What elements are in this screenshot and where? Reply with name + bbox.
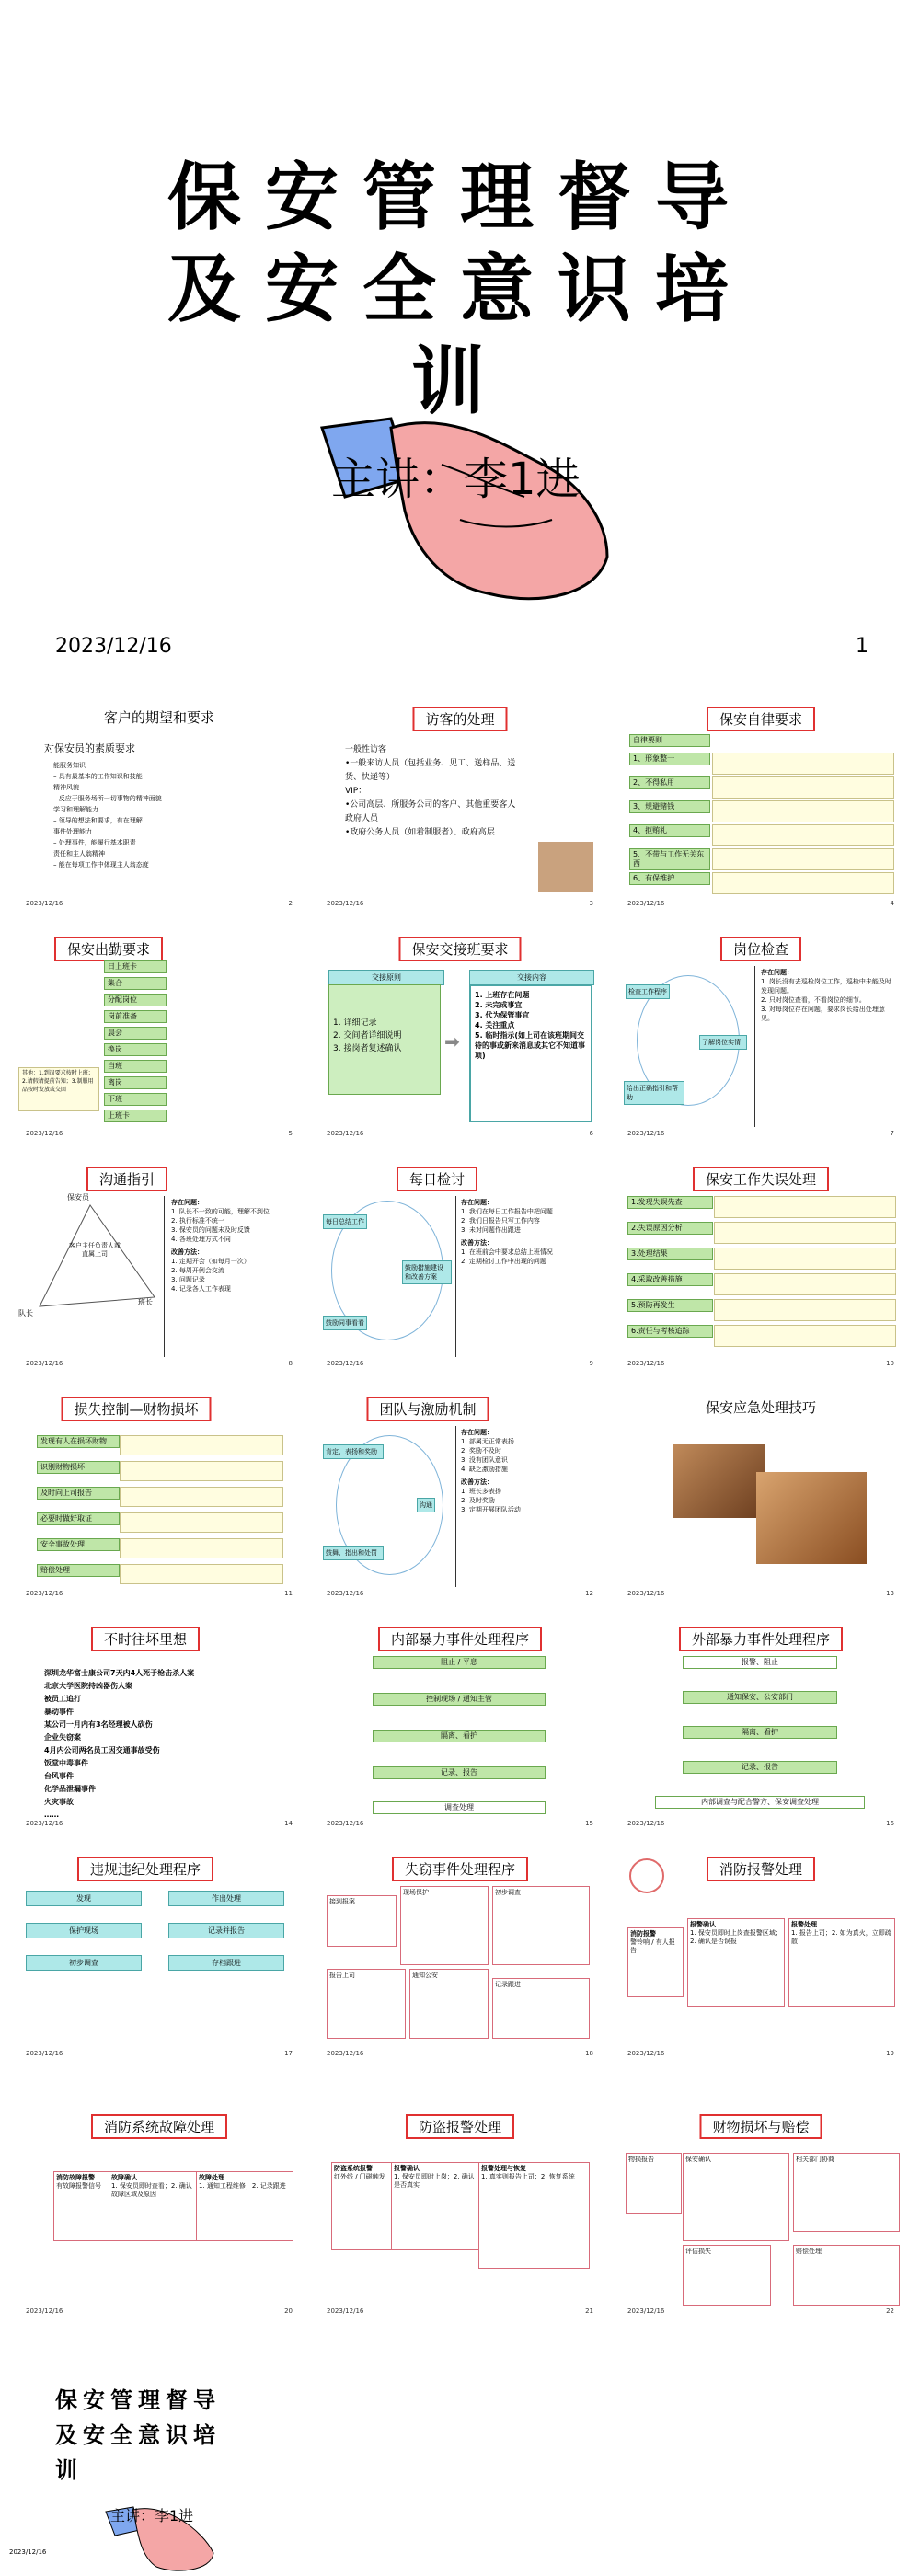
slide-number: 15 bbox=[585, 1820, 593, 1827]
step-detail bbox=[714, 1248, 896, 1270]
slide-date: 2023/12/16 bbox=[627, 2307, 665, 2315]
process-step: 3.处理结果 bbox=[627, 1248, 713, 1260]
process-step: 报警、阻止 bbox=[683, 1656, 837, 1669]
slide-loss-control[interactable] bbox=[17, 1389, 302, 1601]
alarm-column: 报警确认 1. 保安员即时上岗；2. 确认是否真实 bbox=[391, 2162, 479, 2250]
slide-number: 12 bbox=[585, 1590, 593, 1597]
slide-number: 3 bbox=[589, 900, 593, 907]
process-step: 阻止 / 平息 bbox=[373, 1656, 546, 1669]
slide-property-damage[interactable] bbox=[618, 2107, 903, 2318]
slide-emergency-skills[interactable] bbox=[618, 1389, 903, 1601]
slide-title: 保安应急处理技巧 bbox=[695, 1397, 827, 1418]
process-step: 相关部门协商 bbox=[793, 2153, 900, 2232]
slide-date: 2023/12/16 bbox=[26, 1130, 63, 1137]
slide-title: 保安工作失误处理 bbox=[693, 1167, 829, 1191]
slide-theft-handling[interactable] bbox=[317, 1849, 603, 2061]
slide-shift-handover[interactable] bbox=[317, 929, 603, 1141]
process-step: 初步调查 bbox=[492, 1886, 590, 1965]
problem-list: 存在问题： 1. 我们在每日工作报告中把问题 2. 我们日报告只写工作内容 3. 未对问题作出跟进 改善方法： 1. 在班前会中要求总结上班情况 2. 定期检讨工作中出现的问题 bbox=[461, 1199, 553, 1265]
process-step: 通知保安、公安部门 bbox=[683, 1691, 837, 1704]
step-detail bbox=[120, 1564, 283, 1584]
process-step: 控制现场 / 通知主管 bbox=[373, 1693, 546, 1706]
slide-number: 10 bbox=[886, 1360, 894, 1367]
slide-title: 不时往坏里想 bbox=[91, 1627, 200, 1651]
step-detail bbox=[714, 1273, 896, 1295]
rule-item: 3、规避赌钱 bbox=[629, 800, 710, 813]
hands-photo bbox=[673, 1444, 765, 1518]
step-detail bbox=[714, 1325, 896, 1347]
process-step: 1.发现失误先查 bbox=[627, 1196, 713, 1209]
process-step: 评估损失 bbox=[683, 2245, 771, 2306]
alarm-column: 防盗系统报警 红外线 / 门磁触发 bbox=[331, 2162, 392, 2250]
slide-daily-review[interactable] bbox=[317, 1159, 603, 1371]
slide-title: 沟通指引 bbox=[86, 1167, 167, 1191]
slide-number: 19 bbox=[886, 2050, 894, 2057]
process-step: 及时向上司报告 bbox=[37, 1487, 120, 1500]
key-photo bbox=[756, 1472, 867, 1564]
slide-title: 外部暴力事件处理程序 bbox=[679, 1627, 843, 1651]
slide-title: 客户的期望和要求 bbox=[93, 707, 225, 728]
rule-detail bbox=[712, 848, 894, 870]
divider bbox=[164, 1196, 165, 1357]
incident-list: 深圳龙华富士康公司7天内4人死于枪击杀人案 北京大学医院持凶器伤人案 被员工追打 暴动事件 某公司一月内有3名经理被人砍伤 企业失窃案 4月内公司两名员工因交通事故受伤 饭堂中毒事件 台风事件 化学品泄漏事件 火灾事故 …… bbox=[44, 1669, 195, 1819]
process-step: 初步调查 bbox=[26, 1955, 142, 1971]
slide-self-discipline[interactable] bbox=[618, 699, 903, 911]
slide-fire-system-fault[interactable] bbox=[17, 2107, 302, 2318]
problem-list: 存在问题： 1. 岗长没有去巡检岗位工作，巡检中未能及时发现问题。 2. 只对岗位查看，不看岗位的细节。 3. 对每岗位存在问题，要求岗长给出处理意见。 bbox=[761, 969, 891, 1022]
slide-title: 防盗报警处理 bbox=[406, 2114, 514, 2139]
slide-number: 2 bbox=[288, 900, 293, 907]
rule-detail bbox=[712, 776, 894, 799]
slide-title: 访客的处理 bbox=[412, 707, 507, 731]
process-step: 隔离、看护 bbox=[683, 1726, 837, 1739]
divider bbox=[455, 1196, 456, 1357]
slide-date: 2023/12/16 bbox=[26, 2307, 63, 2315]
process-step: 作出处理 bbox=[168, 1891, 284, 1906]
process-step: 6.责任与考核追踪 bbox=[627, 1325, 713, 1338]
rule-detail bbox=[712, 872, 894, 894]
process-step: 保护现场 bbox=[26, 1923, 142, 1938]
slide-customer-expectations[interactable] bbox=[17, 699, 302, 911]
step-detail bbox=[714, 1222, 896, 1244]
alarm-column: 报警处理 1. 报告上司；2. 如为真火，立即疏散 bbox=[788, 1918, 895, 2007]
slide-title: 内部暴力事件处理程序 bbox=[378, 1627, 542, 1651]
slide-title: 团队与激励机制 bbox=[366, 1397, 489, 1421]
handover-content-header: 交接内容 bbox=[469, 970, 594, 985]
slide-title: 每日检讨 bbox=[397, 1167, 477, 1191]
rule-item: 2、不得私用 bbox=[629, 776, 710, 789]
problem-list: 存在问题： 1. 队长不一致的可能，理解不到位 2. 执行标准不统一 3. 保安员的问题未及时反馈 4. 各班处理方式不同 改善方法： 1. 定期开会（如每月一次） 2. 每周开例会交流 3. 问题记录 4. 记录各人工作表现 bbox=[171, 1199, 270, 1293]
cycle-node: 了解岗位实情 bbox=[699, 1035, 747, 1050]
rule-detail bbox=[712, 800, 894, 822]
triangle-node: 保安员 bbox=[67, 1193, 89, 1202]
slide-date: 2023/12/16 bbox=[627, 900, 665, 907]
slide-number: 1 bbox=[856, 635, 868, 658]
slide-date: 2023/12/16 bbox=[26, 1590, 63, 1597]
process-step: 物损报告 bbox=[626, 2153, 682, 2214]
process-step: 5.预防再发生 bbox=[627, 1299, 713, 1312]
step-detail bbox=[120, 1487, 283, 1507]
process-step: 隔离、看护 bbox=[373, 1730, 546, 1742]
cycle-node: 每日总结工作 bbox=[323, 1214, 367, 1229]
slide-number: 13 bbox=[886, 1590, 894, 1597]
process-step: 4.采取改善措施 bbox=[627, 1273, 713, 1286]
process-step: 内部调查与配合警方、保安调查处理 bbox=[655, 1796, 865, 1809]
step-detail bbox=[120, 1461, 283, 1481]
slide-date: 2023/12/16 bbox=[627, 1820, 665, 1827]
slide-number: 7 bbox=[890, 1130, 894, 1137]
slide-number: 5 bbox=[288, 1130, 293, 1137]
ending-date: 2023/12/16 bbox=[9, 2548, 47, 2556]
process-step: 保安确认 bbox=[683, 2153, 789, 2241]
slide-burglar-alarm[interactable] bbox=[317, 2107, 603, 2318]
alarm-column: 报警处理与恢复 1. 真实则报告上司；2. 恢复系统 bbox=[478, 2162, 590, 2269]
slide-date: 2023/12/16 bbox=[327, 2050, 364, 2057]
arrow-right-icon: ➡ bbox=[444, 1030, 460, 1052]
step-detail bbox=[120, 1435, 283, 1455]
process-step: 记录、报告 bbox=[683, 1761, 837, 1774]
slide-number: 14 bbox=[284, 1820, 293, 1827]
slide-number: 4 bbox=[890, 900, 894, 907]
alarm-column: 消防报警 警铃响 / 有人报告 bbox=[627, 1927, 684, 1997]
slide-date: 2023/12/16 bbox=[55, 635, 172, 658]
fault-column: 故障处理 1. 通知工程维修；2. 记录跟进 bbox=[196, 2171, 293, 2241]
slide-number: 21 bbox=[585, 2307, 593, 2315]
slide-date: 2023/12/16 bbox=[627, 2050, 665, 2057]
process-step: 赔偿处理 bbox=[37, 1564, 120, 1577]
step-detail bbox=[120, 1538, 283, 1558]
slide-number: 6 bbox=[589, 1130, 593, 1137]
slide-number: 16 bbox=[886, 1820, 894, 1827]
slide-date: 2023/12/16 bbox=[627, 1590, 665, 1597]
slide-title: 失窃事件处理程序 bbox=[392, 1857, 528, 1881]
slide-title: 保安交接班要求 bbox=[398, 937, 521, 961]
slide-heading: 对保安员的素质要求 bbox=[44, 742, 135, 754]
title-slide bbox=[0, 0, 920, 681]
cycle-node: 鼓舞、指出和处罚 bbox=[323, 1546, 384, 1560]
rule-detail bbox=[712, 824, 894, 846]
triangle-node: 班长 bbox=[138, 1298, 153, 1306]
slide-date: 2023/12/16 bbox=[327, 900, 364, 907]
process-step: 调查处理 bbox=[373, 1801, 546, 1814]
slide-date: 2023/12/16 bbox=[327, 1590, 364, 1597]
process-step: 发现 bbox=[26, 1891, 142, 1906]
slide-date: 2023/12/16 bbox=[327, 1130, 364, 1137]
rule-item: 4、拒贿礼 bbox=[629, 824, 710, 837]
problem-list: 存在问题： 1. 部属无正常表扬 2. 奖励不及时 3. 没有团队意识 4. 缺乏激励措施 改善方法： 1. 班长多表扬 2. 及时奖励 3. 定期开展团队活动 bbox=[461, 1429, 521, 1513]
cycle-node: 鼓励措施建设和改善方案 bbox=[402, 1260, 452, 1284]
step-detail bbox=[120, 1512, 283, 1533]
slide-error-handling[interactable] bbox=[618, 1159, 903, 1371]
slide-number: 8 bbox=[288, 1360, 293, 1367]
process-step: 识别财物损坏 bbox=[37, 1461, 120, 1474]
slide-date: 2023/12/16 bbox=[327, 1820, 364, 1827]
slide-title: 消防系统故障处理 bbox=[91, 2114, 227, 2139]
slide-date: 2023/12/16 bbox=[627, 1360, 665, 1367]
rule-item: 6、有保维护 bbox=[629, 872, 710, 885]
ending-title: 保安管理督导及安全意识培训 bbox=[55, 2387, 221, 2483]
slide-communication[interactable] bbox=[17, 1159, 302, 1371]
process-step: 2.失误原因分析 bbox=[627, 1222, 713, 1235]
slide-date: 2023/12/16 bbox=[327, 1360, 364, 1367]
process-step: 存档跟进 bbox=[168, 1955, 284, 1971]
alarm-column: 报警确认 1. 保安员即时上岗查报警区域；2. 确认是否误报 bbox=[687, 1918, 785, 2007]
attendance-note: 其他：1.到岗要求按时上班；2.请假请提前告知；3.制服用品按时发放或交回 bbox=[18, 1067, 99, 1111]
slide-worst-case[interactable] bbox=[17, 1619, 302, 1831]
attendance-list: 日上班卡 集合 分配岗位 岗前准备 晨会 换岗 当班 离岗 下班 上班卡 bbox=[104, 960, 293, 1126]
cycle-node: 沟通 bbox=[417, 1498, 435, 1512]
slide-title: 损失控制—财物损坏 bbox=[61, 1397, 211, 1421]
slide-date: 2023/12/16 bbox=[327, 2307, 364, 2315]
fault-column: 消防故障报警 有故障报警信号 bbox=[53, 2171, 109, 2241]
slide-title: 保安出勤要求 bbox=[54, 937, 163, 961]
slide-visitor-handling[interactable] bbox=[317, 699, 603, 911]
rule-detail bbox=[712, 753, 894, 775]
rule-item: 5、不带与工作无关东西 bbox=[629, 848, 710, 870]
process-step: 记录、报告 bbox=[373, 1766, 546, 1779]
slide-fire-alarm[interactable] bbox=[618, 1849, 903, 2061]
process-step: 发现有人在损坏财物 bbox=[37, 1435, 120, 1448]
slide-body: 能服务知识 – 具有最基本的工作知识和技能 精神风貌 – 反应于服务场所一切事物的精神面貌 学习和理解能力 – 领导的想法和要求，有在理解 事件处理能力 – 处理事件，能履行基本职责 责任和主人翁精神 – 能在每项工作中体现主人翁态度 bbox=[53, 762, 162, 868]
rules-header: 自律要则 bbox=[629, 734, 710, 747]
slide-body: 一般性访客 •一般来访人员（包括业务、见工、送样品、送货、快递等） VIP： •公司高层、所服务公司的客户、其他重要客人 政府人员 •政府公务人员（如着制服者）、政府高层 bbox=[345, 745, 516, 837]
cycle-node: 肯定、表扬和奖励 bbox=[323, 1444, 384, 1459]
slide-title: 违规违纪处理程序 bbox=[77, 1857, 213, 1881]
cycle-node: 给出正确指引和帮助 bbox=[624, 1081, 684, 1105]
divider bbox=[455, 1426, 456, 1587]
reception-photo bbox=[538, 842, 593, 892]
cycle-node: 鼓励同事看看 bbox=[323, 1316, 367, 1330]
slide-number: 9 bbox=[589, 1360, 593, 1367]
slide-date: 2023/12/16 bbox=[26, 1820, 63, 1827]
process-step: 接到报案 bbox=[327, 1895, 397, 1947]
fault-column: 故障确认 1. 保安员即时查看；2. 确认故障区域及原因 bbox=[109, 2171, 197, 2241]
handover-content: 1. 上班存在问题 2. 未完成事宜 3. 代为保管事宜 4. 关注重点 5. 临时指示(如上司在该班期间交待的事或新来消息或其它不知道事项) bbox=[469, 984, 592, 1122]
process-step: 通知公安 bbox=[409, 1969, 489, 2039]
fire-icon bbox=[629, 1858, 664, 1893]
slide-title: 岗位检查 bbox=[720, 937, 801, 961]
slide-date: 2023/12/16 bbox=[26, 1360, 63, 1367]
presentation-title: 保安管理督导及安全意识培训 bbox=[167, 155, 753, 424]
slide-number: 17 bbox=[284, 2050, 293, 2057]
hand-illustration bbox=[304, 409, 616, 612]
process-step: 赔偿处理 bbox=[793, 2245, 900, 2306]
step-detail bbox=[714, 1196, 896, 1218]
slide-violation-handling[interactable] bbox=[17, 1849, 302, 2061]
slide-external-violence[interactable] bbox=[618, 1619, 903, 1831]
ending-speaker: 主讲：李1进 bbox=[110, 2507, 194, 2524]
handover-principles-header: 交接原则 bbox=[328, 970, 444, 985]
slide-number: 18 bbox=[585, 2050, 593, 2057]
process-step: 安全事故处理 bbox=[37, 1538, 120, 1551]
slide-post-inspection[interactable] bbox=[618, 929, 903, 1141]
slide-title: 消防报警处理 bbox=[707, 1857, 815, 1881]
slide-team-motivation[interactable] bbox=[317, 1389, 603, 1601]
slide-date: 2023/12/16 bbox=[26, 900, 63, 907]
process-step: 报告上司 bbox=[327, 1969, 406, 2039]
process-step: 现场保护 bbox=[400, 1886, 489, 1965]
slide-number: 20 bbox=[284, 2307, 293, 2315]
process-step: 记录跟进 bbox=[492, 1978, 590, 2039]
slide-date: 2023/12/16 bbox=[627, 1130, 665, 1137]
slide-attendance[interactable] bbox=[17, 929, 302, 1141]
step-detail bbox=[714, 1299, 896, 1321]
triangle-center: 客户主任负责人或直属上司 bbox=[69, 1242, 121, 1258]
slide-date: 2023/12/16 bbox=[26, 2050, 63, 2057]
divider bbox=[754, 966, 755, 1127]
slide-number: 22 bbox=[886, 2307, 894, 2315]
rule-item: 1、形象整一 bbox=[629, 753, 710, 765]
slide-title: 财物损坏与赔偿 bbox=[699, 2114, 822, 2139]
triangle-node: 队长 bbox=[18, 1309, 33, 1317]
cycle-node: 检查工作程序 bbox=[626, 984, 670, 999]
slide-internal-violence[interactable] bbox=[317, 1619, 603, 1831]
process-step: 必要时做好取证 bbox=[37, 1512, 120, 1525]
slide-number: 11 bbox=[284, 1590, 293, 1597]
process-step: 记录并报告 bbox=[168, 1923, 284, 1938]
handover-principles: 1. 详细记录 2. 交间者详细说明 3. 接岗者复述确认 bbox=[328, 984, 441, 1095]
slide-title: 保安自律要求 bbox=[707, 707, 815, 731]
speaker-name: 主讲：李1进 bbox=[331, 454, 581, 505]
